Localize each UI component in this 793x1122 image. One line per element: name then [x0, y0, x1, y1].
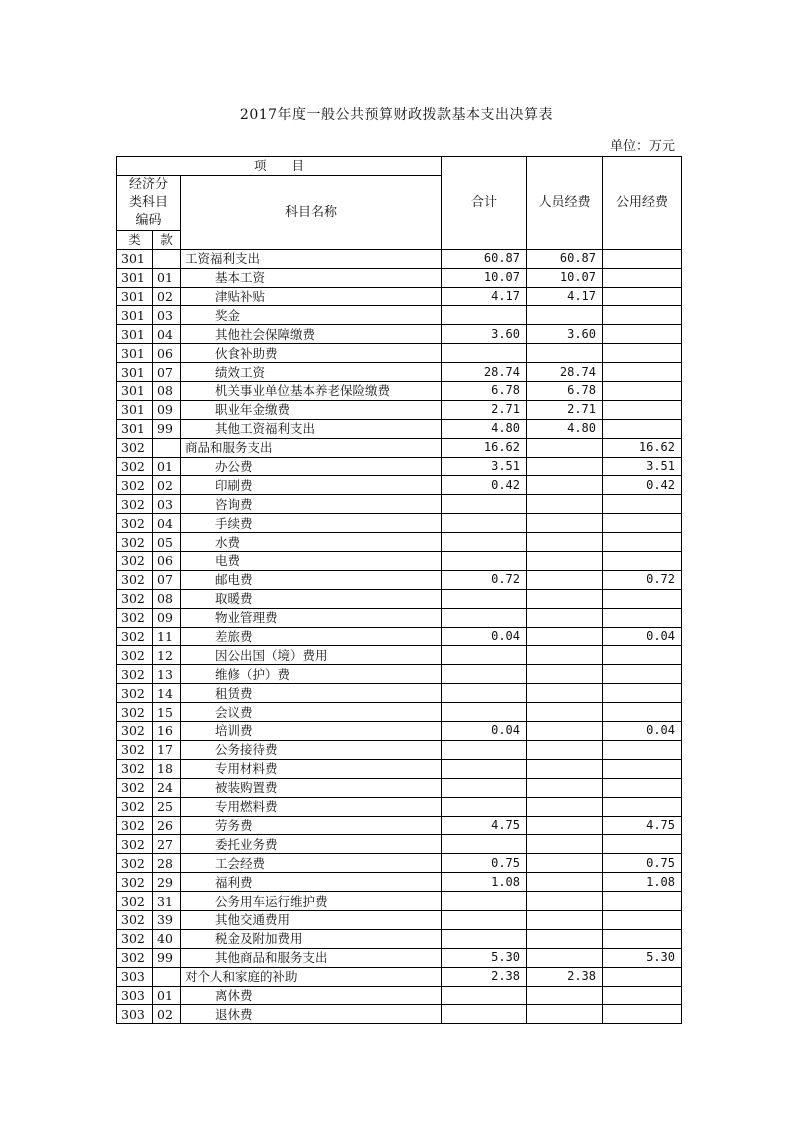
- row-total: 4.75: [442, 816, 527, 835]
- row-total: 60.87: [442, 249, 527, 268]
- row-personnel: [527, 665, 603, 684]
- row-class-code: 301: [117, 400, 153, 419]
- row-item-code: 18: [153, 759, 181, 778]
- row-item-code: 02: [153, 1005, 181, 1024]
- row-item-code: 17: [153, 740, 181, 759]
- row-class-code: 302: [117, 495, 153, 514]
- row-subject-name: 电费: [181, 552, 442, 571]
- row-class-code: 302: [117, 665, 153, 684]
- row-item-code: 02: [153, 476, 181, 495]
- row-total: [442, 797, 527, 816]
- row-class-code: 302: [117, 684, 153, 703]
- row-total: 4.80: [442, 419, 527, 438]
- row-class-code: 302: [117, 589, 153, 608]
- row-personnel: 6.78: [527, 382, 603, 401]
- row-class-code: 302: [117, 835, 153, 854]
- row-class-code: 301: [117, 306, 153, 325]
- row-item-code: 29: [153, 873, 181, 892]
- unit-label: 单位：万元: [609, 139, 675, 154]
- row-subject-name: 工资福利支出: [181, 249, 442, 268]
- table-row: [117, 419, 682, 438]
- row-total: [442, 665, 527, 684]
- row-personnel: [527, 457, 603, 476]
- row-total: 1.08: [442, 873, 527, 892]
- header-public: 公用经费: [603, 157, 682, 250]
- table-row: [117, 816, 682, 835]
- table-row: [117, 287, 682, 306]
- table-row: [117, 268, 682, 287]
- row-subject-name: 工会经费: [181, 854, 442, 873]
- row-personnel: [527, 1005, 603, 1024]
- row-subject-name: 印刷费: [181, 476, 442, 495]
- row-item-code: 05: [153, 533, 181, 552]
- row-public: 0.04: [603, 722, 682, 741]
- row-total: [442, 608, 527, 627]
- row-public: 0.72: [603, 570, 682, 589]
- row-item-code: 09: [153, 400, 181, 419]
- row-personnel: 4.80: [527, 419, 603, 438]
- row-total: [442, 552, 527, 571]
- row-total: [442, 533, 527, 552]
- row-class-code: 302: [117, 457, 153, 476]
- row-public: [603, 533, 682, 552]
- row-subject-name: 其他交通费用: [181, 910, 442, 929]
- row-class-code: 301: [117, 344, 153, 363]
- row-personnel: [527, 646, 603, 665]
- header-class: 类: [117, 230, 153, 249]
- row-public: [603, 910, 682, 929]
- row-item-code: 26: [153, 816, 181, 835]
- table-row: [117, 589, 682, 608]
- row-class-code: 302: [117, 570, 153, 589]
- table-row: [117, 929, 682, 948]
- row-personnel: [527, 892, 603, 911]
- row-public: 4.75: [603, 816, 682, 835]
- row-item-code: 07: [153, 570, 181, 589]
- row-subject-name: 机关事业单位基本养老保险缴费: [181, 382, 442, 401]
- row-subject-name: 福利费: [181, 873, 442, 892]
- row-total: 10.07: [442, 268, 527, 287]
- table-row: [117, 740, 682, 759]
- row-item-code: 11: [153, 627, 181, 646]
- row-class-code: 303: [117, 967, 153, 986]
- row-item-code: 12: [153, 646, 181, 665]
- row-personnel: [527, 986, 603, 1005]
- row-total: 2.38: [442, 967, 527, 986]
- row-public: 3.51: [603, 457, 682, 476]
- row-class-code: 302: [117, 929, 153, 948]
- row-class-code: 301: [117, 325, 153, 344]
- expenditure-table: [116, 156, 682, 1024]
- row-total: 3.60: [442, 325, 527, 344]
- row-public: [603, 306, 682, 325]
- row-total: 3.51: [442, 457, 527, 476]
- table-row: [117, 495, 682, 514]
- row-total: [442, 759, 527, 778]
- table-row: [117, 873, 682, 892]
- row-personnel: [527, 533, 603, 552]
- row-personnel: 60.87: [527, 249, 603, 268]
- table-row: [117, 967, 682, 986]
- row-public: [603, 344, 682, 363]
- row-personnel: [527, 438, 603, 457]
- row-subject-name: 奖金: [181, 306, 442, 325]
- header-total: 合计: [442, 157, 527, 250]
- row-total: 4.17: [442, 287, 527, 306]
- table-row: [117, 514, 682, 533]
- row-personnel: [527, 740, 603, 759]
- row-item-code: 04: [153, 325, 181, 344]
- row-personnel: [527, 873, 603, 892]
- row-public: [603, 287, 682, 306]
- row-personnel: [527, 948, 603, 967]
- row-total: 0.75: [442, 854, 527, 873]
- row-item-code: 24: [153, 778, 181, 797]
- row-personnel: 4.17: [527, 287, 603, 306]
- row-class-code: 302: [117, 646, 153, 665]
- row-personnel: 28.74: [527, 363, 603, 382]
- row-item-code: 08: [153, 589, 181, 608]
- table-row: [117, 665, 682, 684]
- row-subject-name: 物业管理费: [181, 608, 442, 627]
- table-row: [117, 759, 682, 778]
- row-class-code: 301: [117, 363, 153, 382]
- table-row: [117, 533, 682, 552]
- header-code-group: 经济分类科目编码: [117, 175, 181, 230]
- row-class-code: 302: [117, 438, 153, 457]
- row-subject-name: 劳务费: [181, 816, 442, 835]
- row-subject-name: 水费: [181, 533, 442, 552]
- row-item-code: [153, 249, 181, 268]
- row-personnel: [527, 797, 603, 816]
- row-total: [442, 703, 527, 722]
- row-personnel: [527, 589, 603, 608]
- row-subject-name: 对个人和家庭的补助: [181, 967, 442, 986]
- row-subject-name: 租赁费: [181, 684, 442, 703]
- row-class-code: 302: [117, 703, 153, 722]
- row-item-code: 31: [153, 892, 181, 911]
- row-subject-name: 其他工资福利支出: [181, 419, 442, 438]
- row-subject-name: 邮电费: [181, 570, 442, 589]
- row-personnel: [527, 495, 603, 514]
- row-class-code: 303: [117, 986, 153, 1005]
- row-subject-name: 专用材料费: [181, 759, 442, 778]
- row-class-code: 302: [117, 608, 153, 627]
- row-total: [442, 986, 527, 1005]
- row-public: 5.30: [603, 948, 682, 967]
- row-subject-name: 公务用车运行维护费: [181, 892, 442, 911]
- table-row: [117, 476, 682, 495]
- row-item-code: 04: [153, 514, 181, 533]
- row-personnel: [527, 703, 603, 722]
- row-public: [603, 419, 682, 438]
- row-item-code: 13: [153, 665, 181, 684]
- row-personnel: [527, 854, 603, 873]
- row-class-code: 301: [117, 419, 153, 438]
- row-personnel: 10.07: [527, 268, 603, 287]
- table-row: [117, 344, 682, 363]
- row-item-code: 28: [153, 854, 181, 873]
- row-subject-name: 差旅费: [181, 627, 442, 646]
- row-subject-name: 退休费: [181, 1005, 442, 1024]
- table-row: [117, 910, 682, 929]
- row-personnel: [527, 608, 603, 627]
- row-public: [603, 646, 682, 665]
- row-subject-name: 手续费: [181, 514, 442, 533]
- row-class-code: 302: [117, 854, 153, 873]
- header-name: 科目名称: [181, 175, 442, 249]
- row-total: [442, 892, 527, 911]
- row-public: 0.04: [603, 627, 682, 646]
- table-row: [117, 627, 682, 646]
- row-subject-name: 伙食补助费: [181, 344, 442, 363]
- row-personnel: [527, 816, 603, 835]
- row-subject-name: 因公出国（境）费用: [181, 646, 442, 665]
- row-public: [603, 929, 682, 948]
- row-subject-name: 办公费: [181, 457, 442, 476]
- row-class-code: 301: [117, 382, 153, 401]
- row-total: [442, 514, 527, 533]
- row-personnel: [527, 722, 603, 741]
- row-total: 0.42: [442, 476, 527, 495]
- row-item-code: 03: [153, 495, 181, 514]
- table-row: [117, 854, 682, 873]
- table-row: [117, 438, 682, 457]
- row-total: 2.71: [442, 400, 527, 419]
- row-subject-name: 其他商品和服务支出: [181, 948, 442, 967]
- row-class-code: 302: [117, 797, 153, 816]
- row-personnel: [527, 759, 603, 778]
- row-item-code: 01: [153, 457, 181, 476]
- row-class-code: 303: [117, 1005, 153, 1024]
- row-item-code: 39: [153, 910, 181, 929]
- row-personnel: [527, 835, 603, 854]
- row-total: [442, 740, 527, 759]
- row-total: 0.04: [442, 627, 527, 646]
- row-class-code: 302: [117, 816, 153, 835]
- row-subject-name: 税金及附加费用: [181, 929, 442, 948]
- row-public: 0.42: [603, 476, 682, 495]
- row-class-code: 302: [117, 722, 153, 741]
- row-item-code: 02: [153, 287, 181, 306]
- table-row: [117, 400, 682, 419]
- table-row: [117, 703, 682, 722]
- row-item-code: 01: [153, 986, 181, 1005]
- row-public: [603, 1005, 682, 1024]
- row-total: [442, 1005, 527, 1024]
- header-project: 项 目: [117, 157, 442, 176]
- table-row: [117, 892, 682, 911]
- row-total: [442, 835, 527, 854]
- row-public: [603, 325, 682, 344]
- row-public: [603, 400, 682, 419]
- table-row: [117, 608, 682, 627]
- row-class-code: 301: [117, 249, 153, 268]
- row-item-code: 07: [153, 363, 181, 382]
- row-subject-name: 委托业务费: [181, 835, 442, 854]
- row-class-code: 302: [117, 627, 153, 646]
- row-personnel: [527, 476, 603, 495]
- row-personnel: [527, 514, 603, 533]
- table-row: [117, 778, 682, 797]
- row-subject-name: 绩效工资: [181, 363, 442, 382]
- table-row: [117, 1005, 682, 1024]
- row-subject-name: 专用燃料费: [181, 797, 442, 816]
- row-public: [603, 268, 682, 287]
- row-item-code: 15: [153, 703, 181, 722]
- row-public: [603, 589, 682, 608]
- table-row: [117, 570, 682, 589]
- row-class-code: 302: [117, 552, 153, 571]
- row-total: [442, 778, 527, 797]
- row-class-code: 301: [117, 268, 153, 287]
- row-public: [603, 382, 682, 401]
- header-personnel: 人员经费: [527, 157, 603, 250]
- row-total: [442, 495, 527, 514]
- row-personnel: [527, 910, 603, 929]
- row-subject-name: 咨询费: [181, 495, 442, 514]
- row-subject-name: 会议费: [181, 703, 442, 722]
- table-row: [117, 249, 682, 268]
- row-subject-name: 离休费: [181, 986, 442, 1005]
- row-item-code: 99: [153, 419, 181, 438]
- row-public: [603, 249, 682, 268]
- row-class-code: 302: [117, 892, 153, 911]
- row-subject-name: 商品和服务支出: [181, 438, 442, 457]
- table-row: [117, 722, 682, 741]
- row-class-code: 302: [117, 740, 153, 759]
- row-subject-name: 被装购置费: [181, 778, 442, 797]
- row-total: 16.62: [442, 438, 527, 457]
- row-subject-name: 培训费: [181, 722, 442, 741]
- table-row: [117, 382, 682, 401]
- row-subject-name: 基本工资: [181, 268, 442, 287]
- row-item-code: 16: [153, 722, 181, 741]
- row-public: 0.75: [603, 854, 682, 873]
- row-personnel: [527, 344, 603, 363]
- row-public: [603, 684, 682, 703]
- row-personnel: 2.71: [527, 400, 603, 419]
- row-item-code: 01: [153, 268, 181, 287]
- page-title: 2017年度一般公共预算财政拨款基本支出决算表: [239, 107, 554, 123]
- row-public: [603, 514, 682, 533]
- row-subject-name: 其他社会保障缴费: [181, 325, 442, 344]
- row-public: [603, 892, 682, 911]
- row-public: [603, 986, 682, 1005]
- row-personnel: 2.38: [527, 967, 603, 986]
- row-subject-name: 维修（护）费: [181, 665, 442, 684]
- row-public: [603, 778, 682, 797]
- row-class-code: 302: [117, 514, 153, 533]
- row-item-code: 25: [153, 797, 181, 816]
- row-total: [442, 306, 527, 325]
- row-item-code: 06: [153, 344, 181, 363]
- row-item-code: [153, 967, 181, 986]
- row-total: [442, 589, 527, 608]
- row-personnel: [527, 570, 603, 589]
- row-subject-name: 津贴补贴: [181, 287, 442, 306]
- row-public: [603, 740, 682, 759]
- header-row-project: [117, 157, 682, 176]
- row-public: [603, 665, 682, 684]
- table-row: [117, 797, 682, 816]
- row-public: 16.62: [603, 438, 682, 457]
- row-total: 28.74: [442, 363, 527, 382]
- table-row: [117, 835, 682, 854]
- row-personnel: 3.60: [527, 325, 603, 344]
- row-total: 0.04: [442, 722, 527, 741]
- row-total: [442, 646, 527, 665]
- row-personnel: [527, 929, 603, 948]
- row-subject-name: 公务接待费: [181, 740, 442, 759]
- table-row: [117, 948, 682, 967]
- row-personnel: [527, 552, 603, 571]
- table-row: [117, 306, 682, 325]
- table-row: [117, 363, 682, 382]
- row-item-code: 06: [153, 552, 181, 571]
- row-public: [603, 495, 682, 514]
- row-item-code: 09: [153, 608, 181, 627]
- row-personnel: [527, 627, 603, 646]
- row-public: [603, 835, 682, 854]
- row-class-code: 302: [117, 910, 153, 929]
- row-class-code: 302: [117, 476, 153, 495]
- row-total: 0.72: [442, 570, 527, 589]
- row-personnel: [527, 778, 603, 797]
- row-subject-name: 取暖费: [181, 589, 442, 608]
- row-subject-name: 职业年金缴费: [181, 400, 442, 419]
- row-item-code: 40: [153, 929, 181, 948]
- row-item-code: 03: [153, 306, 181, 325]
- row-public: [603, 608, 682, 627]
- row-personnel: [527, 306, 603, 325]
- row-total: [442, 344, 527, 363]
- row-class-code: 302: [117, 873, 153, 892]
- table-row: [117, 684, 682, 703]
- row-item-code: 08: [153, 382, 181, 401]
- row-class-code: 301: [117, 287, 153, 306]
- row-public: 1.08: [603, 873, 682, 892]
- row-public: [603, 703, 682, 722]
- table-row: [117, 552, 682, 571]
- row-public: [603, 363, 682, 382]
- table-row: [117, 646, 682, 665]
- row-total: 5.30: [442, 948, 527, 967]
- table-row: [117, 986, 682, 1005]
- row-item-code: 99: [153, 948, 181, 967]
- row-total: 6.78: [442, 382, 527, 401]
- row-item-code: [153, 438, 181, 457]
- table-row: [117, 457, 682, 476]
- row-total: [442, 910, 527, 929]
- row-item-code: 27: [153, 835, 181, 854]
- row-item-code: 14: [153, 684, 181, 703]
- row-class-code: 302: [117, 759, 153, 778]
- table-row: [117, 325, 682, 344]
- header-item: 款: [153, 230, 181, 249]
- row-public: [603, 552, 682, 571]
- row-class-code: 302: [117, 778, 153, 797]
- row-public: [603, 967, 682, 986]
- row-personnel: [527, 684, 603, 703]
- row-total: [442, 684, 527, 703]
- row-public: [603, 797, 682, 816]
- row-class-code: 302: [117, 948, 153, 967]
- row-public: [603, 759, 682, 778]
- row-class-code: 302: [117, 533, 153, 552]
- row-total: [442, 929, 527, 948]
